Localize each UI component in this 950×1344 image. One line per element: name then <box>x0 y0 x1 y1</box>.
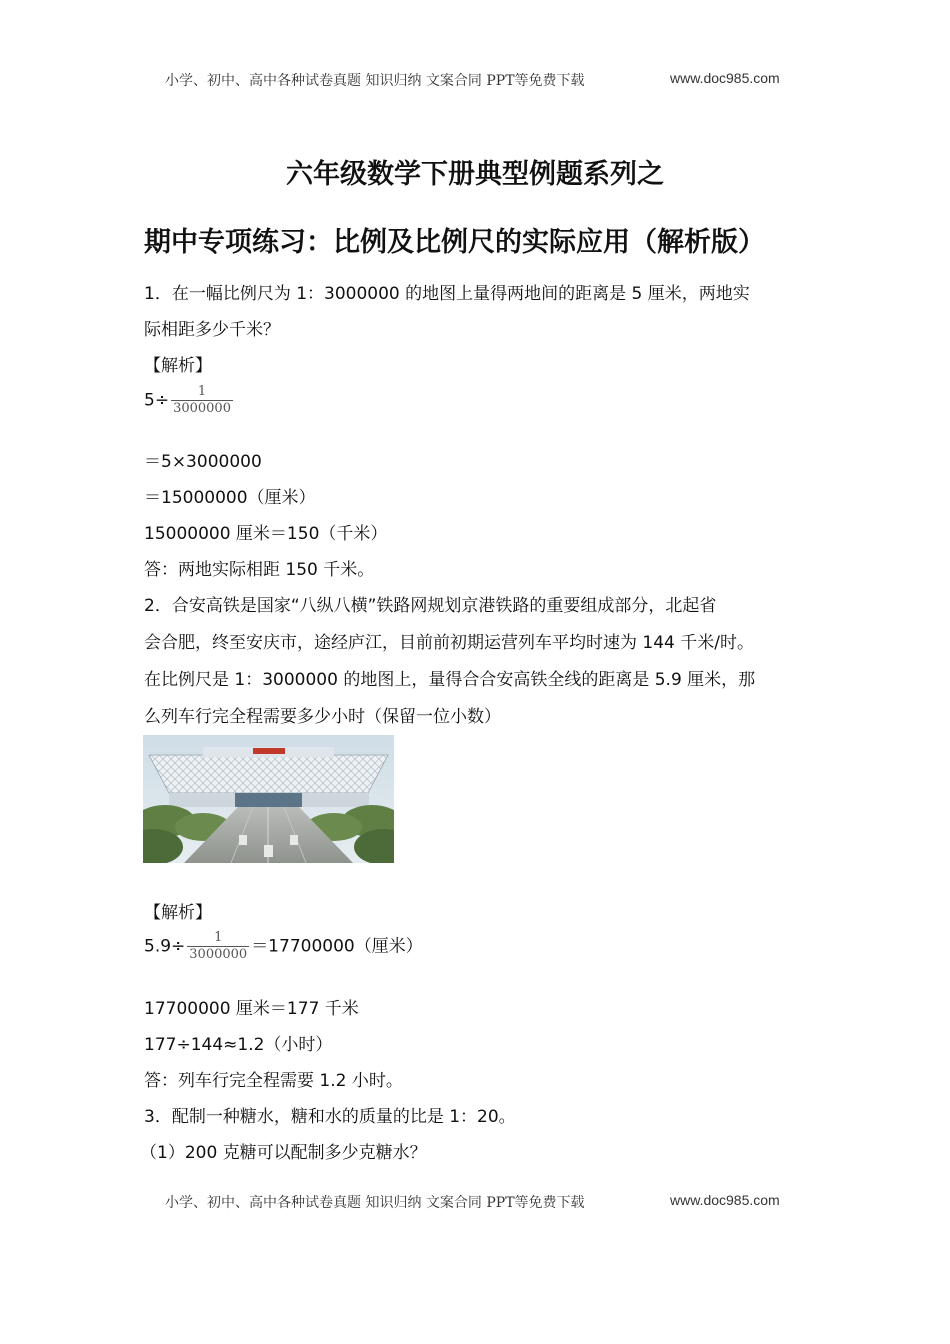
q2-line3: 在比例尺是 1：3000000 的地图上，量得合合安高铁全线的距离是 5.9 厘米，那 <box>144 670 756 690</box>
header-text: 小学、初中、高中各种试卷真题 知识归纳 文案合同 PPT等免费下载 <box>165 73 585 89</box>
railway-station-photo <box>143 735 394 863</box>
header-url[interactable]: www.doc985.com <box>670 70 780 86</box>
footer-url[interactable]: www.doc985.com <box>670 1192 780 1208</box>
q2-step1-prefix: 5.9÷ <box>144 936 186 957</box>
station-illustration <box>143 735 394 863</box>
q2-step3: 177÷144≈1.2（小时） <box>144 1035 333 1055</box>
doc-title-line2: 期中专项练习：比例及比例尺的实际应用（解析版） <box>144 227 765 258</box>
q2-step2: 17700000 厘米＝177 千米 <box>144 999 359 1019</box>
q2-answer: 答：列车行完全程需要 1.2 小时。 <box>144 1071 403 1091</box>
q3-line1: 3．配制一种糖水，糖和水的质量的比是 1：20。 <box>144 1107 516 1127</box>
q1-step4: 15000000 厘米＝150（千米） <box>144 524 388 544</box>
q1-fraction <box>171 384 233 417</box>
q1-line1: 1．在一幅比例尺为 1：3000000 的地图上量得两地间的距离是 5 厘米，两地实 <box>144 284 750 304</box>
q1-step1-prefix: 5÷ <box>144 390 170 411</box>
q1-analysis-label: 【解析】 <box>144 356 212 376</box>
q1-step1 <box>144 384 235 417</box>
q1-fraction-numerator: 1 <box>197 384 207 399</box>
q2-fraction-numerator: 1 <box>214 930 223 945</box>
q3-sub1: （1）200 克糖可以配制多少克糖水？ <box>140 1143 427 1163</box>
q2-line2: 会合肥，终至安庆市，途经庐江，目前前初期运营列车平均时速为 144 千米/时。 <box>144 633 754 653</box>
q1-step2: ＝5×3000000 <box>144 452 262 472</box>
station-sign <box>253 748 285 754</box>
q2-line4: 么列车行完全程需要多少小时（保留一位小数） <box>144 707 501 727</box>
q1-fraction-denominator: 3000000 <box>173 401 231 416</box>
q2-fraction-denominator: 3000000 <box>189 947 248 962</box>
doc-title-line1: 六年级数学下册典型例题系列之 <box>286 159 664 190</box>
q2-step1-suffix: ＝17700000（厘米） <box>251 936 423 957</box>
footer-text: 小学、初中、高中各种试卷真题 知识归纳 文案合同 PPT等免费下载 <box>165 1195 585 1211</box>
q1-answer: 答：两地实际相距 150 千米。 <box>144 560 375 580</box>
q1-line2: 际相距多少千米？ <box>144 320 280 340</box>
q1-step3: ＝15000000（厘米） <box>144 488 316 508</box>
q2-analysis-label: 【解析】 <box>144 903 212 923</box>
q2-line1: 2．合安高铁是国家“八纵八横”铁路网规划京港铁路的重要组成部分，北起省 <box>144 596 717 616</box>
q2-step1 <box>144 930 423 963</box>
q2-fraction <box>187 930 249 963</box>
